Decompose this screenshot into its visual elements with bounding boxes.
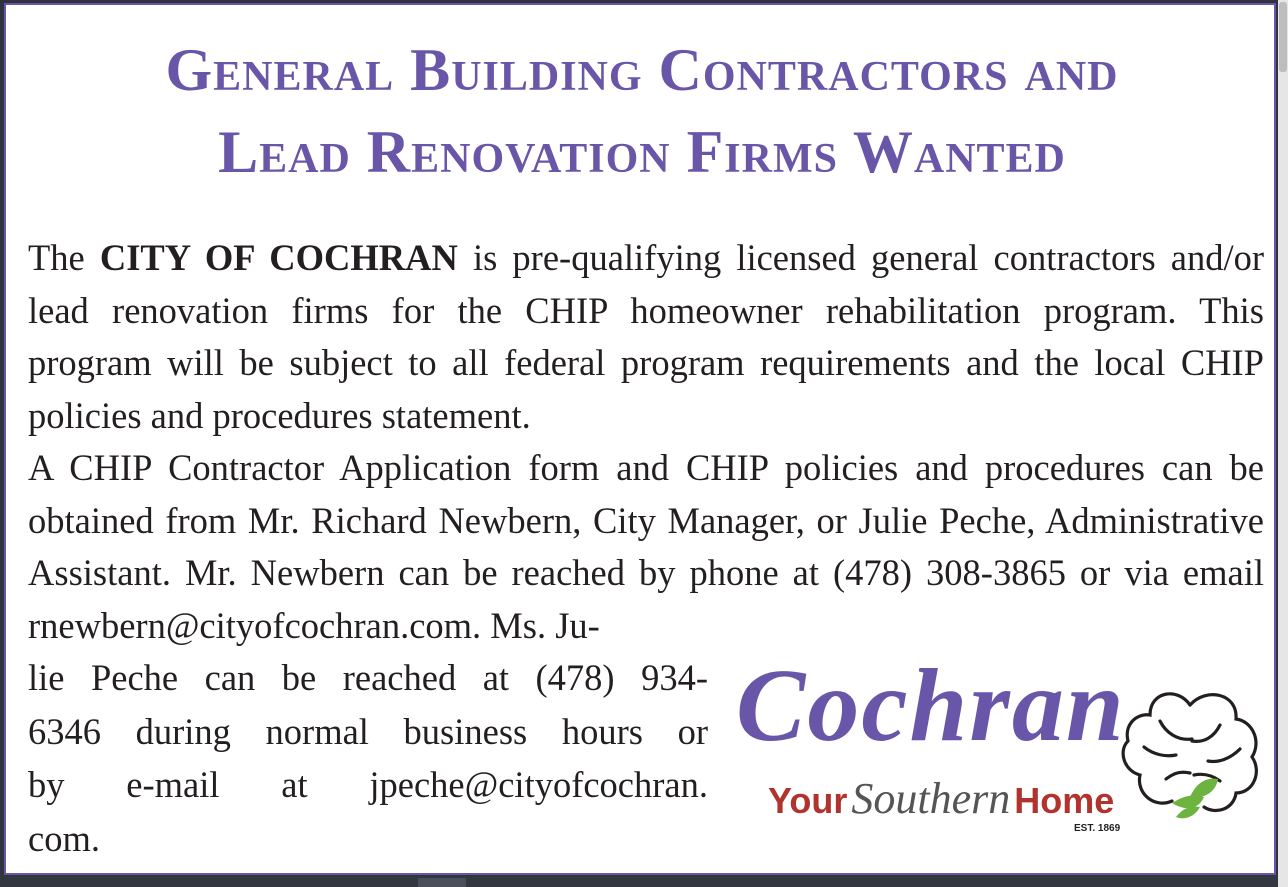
scrollbar[interactable] [1278,0,1288,887]
headline-line-2: Lead Renovation Firms Wanted [218,119,1066,185]
logo-established: EST. 1869 [1074,823,1121,834]
tagline-home: Home [1014,780,1115,821]
contact-text-column [28,651,708,865]
advertisement-panel [4,3,1276,875]
bottom-tab[interactable] [418,878,466,887]
paragraph-2: A CHIP Contractor Application form and CHIP policies and procedures can be obtained from Mr. Richard Newbern, City Manager, or Julie Peche, Administrative Assistant. Mr. Newbern can be reached by phone at (478) 308-3865 or via email rnewbern@cityofcochran.com. Ms. Ju- [28,447,1264,646]
contact-line-2: 6346 during normal business hours or [28,710,708,752]
scrollbar-thumb[interactable] [1279,2,1287,72]
ad-headline [6,29,1278,193]
bottom-bar [0,876,1278,887]
tagline-your: Your [768,780,848,821]
contact-line-1: lie Peche can be reached at (478) 934- [28,657,708,698]
logo-tagline [768,769,1114,839]
paragraph-1-text: is pre-qualifying licensed general contractors and/or lead renovation firms for the CHIP homeowner rehabilitation program. This program will be subject to all federal program requirements and the local CHIP policies and procedures statement. [28,237,1265,436]
logo-wordmark: Cochran [736,648,1126,763]
intro-prefix: The [28,237,100,278]
contact-line-4: com. [28,817,100,859]
paragraph-1 [28,232,1264,442]
cotton-boll-icon [1120,685,1262,835]
contact-line-3: by e-mail at jpeche@cityofcochran. [28,764,708,805]
ad-body [28,232,1264,652]
city-name: CITY OF COCHRAN [99,237,458,278]
cochran-logo [732,648,1264,851]
headline-line-1: General Building Contractors and [165,37,1119,103]
tagline-southern: Southern [851,774,1011,823]
